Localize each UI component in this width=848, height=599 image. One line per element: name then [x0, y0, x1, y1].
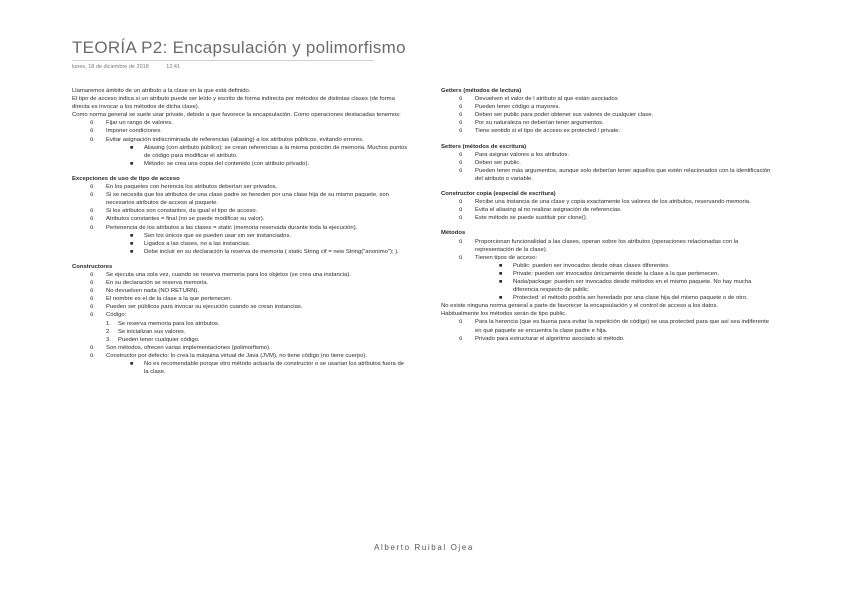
list-item-text: Constructor por defecto: lo crea la máquina virtual de Java (JVM), no tiene código (no tiene cuerpo).	[106, 352, 367, 359]
bullet-icon: o	[90, 304, 94, 311]
bullet-icon: o	[459, 207, 463, 214]
bullet-icon: o	[459, 199, 463, 206]
bullet-icon: ■	[130, 144, 134, 151]
list-item	[441, 111, 777, 119]
list-item-text: Public: pueden ser invocados desde otras clases diferentes.	[513, 262, 670, 269]
list-item	[441, 127, 777, 135]
list-item-text: Recibe una instancia de una clase y copia exactamente los valores de los atributos, reservando memoria.	[475, 199, 751, 206]
list-item-text: Ligados a las clases, no a las instancias.	[144, 240, 251, 247]
bullet-icon: o	[90, 208, 94, 215]
metodos-paragraph: Habitualmente los métodos serán de tipo public.	[441, 311, 567, 318]
bullet-icon: o	[90, 352, 94, 359]
list-item	[72, 127, 408, 135]
list-item-text: Tienen tipos de acceso:	[475, 254, 537, 261]
section-heading-excepciones: Excepciones de uso de tipo de acceso	[72, 175, 180, 182]
list-item-text: Pueden tener código a mayores.	[475, 104, 561, 111]
list-item	[72, 352, 408, 360]
list-item	[441, 103, 777, 111]
list-item	[72, 271, 408, 279]
bullet-icon: o	[90, 184, 94, 191]
metodos-list-2	[441, 318, 777, 342]
list-item	[72, 215, 408, 223]
list-item-text: Pertenencia de los atributos a las clases = static (memoria reservada durante toda la ejecución).	[106, 224, 358, 231]
list-item	[72, 248, 408, 256]
right-column	[441, 87, 777, 343]
list-item-text: Pueden tener más argumentos, aunque solo deberían tener aquellos que estén relacionados con la identificación del atributo o variable.	[475, 167, 771, 182]
list-item-text: Método: se crea una copia del contenido (con atributo privado).	[144, 160, 310, 167]
bullet-icon: o	[90, 271, 94, 278]
list-item-text: Fijar un rango de valores.	[106, 120, 173, 127]
section-heading-setters: Setters (métodos de escritura)	[441, 143, 527, 150]
constructores-sublist	[72, 360, 408, 376]
list-item	[72, 160, 408, 168]
list-item	[441, 270, 777, 278]
list-item	[72, 232, 408, 240]
list-item	[72, 295, 408, 303]
list-item	[441, 151, 777, 159]
bullet-icon: o	[459, 335, 463, 342]
bullet-icon: ■	[130, 361, 134, 367]
bullet-icon: o	[459, 238, 463, 245]
list-item	[72, 303, 408, 311]
list-item-text: Se ejecuta una sola vez, cuando se reserva memoria para los objetos (se crea una instancia).	[106, 271, 351, 278]
list-item-text: No es recomendable porque otro método actuaría de constructor o se usarían los atributos fuera de la clase.	[144, 361, 404, 376]
list-item	[441, 238, 777, 254]
list-item-text: Para la herencia (que es buena para evitar la repetición de código) se usa protected para que así sea indiferente en qué paquete se encuentra la clase padre e hija.	[475, 319, 770, 334]
bullet-icon: ■	[130, 232, 134, 239]
page-date	[72, 64, 196, 70]
list-item-text: No devuelven nada (NO RETURN).	[106, 288, 199, 295]
bullet-icon: o	[459, 151, 463, 158]
list-item-text: Devuelven el valor de l atributo al que están asociados	[475, 96, 618, 103]
bullet-icon: o	[459, 112, 463, 119]
bullet-icon: o	[90, 296, 94, 303]
list-item	[72, 287, 408, 295]
list-item	[441, 318, 777, 334]
getters-list	[441, 95, 777, 135]
list-item-text: Se reserva memoria para los atributos.	[118, 320, 220, 327]
list-item-text: Tiene sentido si el tipo de acceso es protected / private.	[475, 128, 621, 135]
codigo-numbered-list	[106, 320, 408, 344]
list-item	[106, 336, 408, 344]
bullet-icon: o	[459, 167, 463, 174]
bullet-icon: o	[90, 280, 94, 287]
list-item	[441, 294, 777, 302]
page-title: TEORÍA P2: Encapsulación y polimorfismo	[72, 38, 406, 57]
bullet-icon: o	[90, 224, 94, 231]
bullet-icon: o	[459, 254, 463, 261]
list-item-text: Aliasing (con atributo público): se crean referencias a la misma posición de memoria. Muchos puntos de código para modificar el atributo.	[144, 144, 408, 159]
list-item-text: Por su naturaleza no deberían tener argumentos.	[475, 120, 604, 127]
list-item-text: Son los únicos que se pueden usar sin ser instanciados.	[144, 232, 292, 239]
list-item	[72, 344, 408, 352]
bullet-icon: o	[459, 128, 463, 135]
list-item-text: Proporcionan funcionalidad a las clases, operan sobre los atributos (operaciones relacionadas con la representación de la clase).	[475, 238, 739, 253]
date-day: lunes, 18 de diciembre de 2018	[72, 64, 149, 70]
list-item	[441, 198, 777, 206]
list-item	[441, 206, 777, 214]
date-time: 12:41	[166, 64, 181, 70]
bullet-icon: o	[90, 192, 94, 199]
bullet-icon: ■	[499, 262, 503, 269]
list-item	[72, 136, 408, 144]
metodos-list	[441, 238, 777, 262]
bullet-icon: ■	[499, 270, 503, 277]
list-item-text: Nada/package: pueden ser invocados desde métodos en el mismo paquete. No hay mucha diferencia respecto de public.	[513, 278, 752, 294]
bullet-icon: o	[90, 216, 94, 223]
constructor-copia-list	[441, 198, 777, 222]
intro-line: Llamaremos ámbito de un atributo a la clase en la que está definido.	[72, 88, 251, 94]
list-item	[72, 224, 408, 232]
bullet-icon: o	[90, 344, 94, 351]
section-heading-metodos: Métodos	[441, 230, 466, 237]
section-heading-constructor-copia: Constructor copia (especial de escritura)	[441, 191, 556, 198]
list-item	[441, 262, 777, 270]
list-item-text: Para asignar valores a los atributos.	[475, 151, 569, 158]
list-item	[106, 320, 408, 328]
bullet-icon: ■	[499, 278, 503, 285]
list-item	[441, 95, 777, 103]
list-item-text: Pueden ser públicos para invocar su ejecución cuando se crean instancias.	[106, 304, 303, 311]
list-item	[72, 191, 408, 207]
list-item-text: Evita el aliasing al no realizar asignación de referencias.	[475, 207, 622, 214]
constructores-list	[72, 271, 408, 360]
list-item-text: Debe incluir en su declaración la reserva de memoria ( static String cif = new String("anonimo"); ).	[144, 248, 399, 255]
left-column	[72, 87, 408, 376]
list-item	[106, 328, 408, 336]
bullet-icon: ■	[130, 160, 134, 167]
list-item	[441, 167, 777, 183]
list-item-text: El nombre es el de la clase a la que pertenecen.	[106, 296, 233, 303]
list-item	[72, 240, 408, 248]
bullet-icon: o	[90, 128, 94, 135]
list-item-text: En los paquetes con herencia los atributos deberían ser privados.	[106, 184, 278, 191]
bullet-icon: ■	[499, 295, 503, 302]
bullet-icon: o	[459, 96, 463, 103]
number-marker: 2.	[106, 328, 111, 335]
list-item-text: Deben ser public para poder obtener sus valores de cualquier clase.	[475, 112, 654, 119]
metodos-sublist	[441, 262, 777, 302]
list-item	[441, 159, 777, 167]
list-item	[72, 279, 408, 287]
bullet-icon: o	[459, 159, 463, 166]
list-item-text: Imponer condiciones.	[106, 128, 162, 135]
list-item	[441, 278, 777, 294]
list-item	[72, 144, 408, 160]
list-item	[72, 183, 408, 191]
list-item-text: Este método se puede sustituir por clone().	[475, 215, 588, 222]
intro-list	[72, 119, 408, 143]
list-item-text: Se inicializan sus valores.	[118, 328, 186, 335]
bullet-icon: o	[459, 120, 463, 127]
number-marker: 3.	[106, 336, 111, 343]
list-item	[72, 311, 408, 343]
setters-list	[441, 151, 777, 183]
excepciones-sublist	[72, 232, 408, 256]
bullet-icon: o	[459, 104, 463, 111]
bullet-icon: o	[459, 319, 463, 326]
list-item-text: Deben ser public.	[475, 159, 521, 166]
intro-line: El tipo de acceso indica si un atributo puede ser leído y escrito de forma indirecta por métodos de distintas clases (de forma directa es invocar a los métodos de dicha clase).	[72, 96, 395, 111]
intro-line: Como norma general se suele usar private, debido a que favorece la encapsulación. Como operaciones destacadas tenemos:	[72, 112, 401, 119]
list-item-text: Privado para estructurar el algoritmo asociado al método.	[475, 335, 625, 342]
list-item	[72, 360, 408, 376]
section-heading-constructores: Constructores	[72, 263, 113, 270]
list-item	[441, 214, 777, 222]
bullet-icon: o	[459, 215, 463, 222]
list-item-text: Código:	[106, 312, 127, 319]
list-item-text: Evitar asignación indiscriminada de referencias (aliasing) a los atributos públicos, evitando errores.	[106, 136, 364, 143]
bullet-icon: o	[90, 136, 94, 143]
section-heading-getters: Getters (métodos de lectura)	[441, 88, 522, 94]
intro-sublist	[72, 144, 408, 168]
list-item-text: Atributos constantes = final (no se puede modificar su valor).	[106, 216, 265, 223]
list-item	[72, 207, 408, 215]
bullet-icon: o	[90, 120, 94, 127]
page-footer-author: Alberto Ruibal Ojea	[374, 543, 474, 552]
bullet-icon: o	[90, 312, 94, 319]
list-item-text: Pueden tener cualquier código.	[118, 336, 200, 343]
list-item	[441, 119, 777, 127]
bullet-icon: o	[90, 288, 94, 295]
bullet-icon: ■	[130, 248, 134, 255]
metodos-paragraph: No existe ninguna norma general a parte de favorecer la encapsulación y el control de acceso a los datos.	[441, 303, 719, 310]
number-marker: 1.	[106, 320, 111, 327]
list-item	[72, 119, 408, 127]
list-item-text: Son métodos, ofrecen varias implementaciones (polimorfismo).	[106, 344, 271, 351]
excepciones-list	[72, 183, 408, 232]
list-item	[441, 335, 777, 343]
list-item-text: Si se necesita que los atributos de una clase padre se hereden por una clase hija de su mismo paquete, son necesarios atributos de acceso al paquete.	[106, 192, 389, 207]
list-item-text: Private: pueden ser invocados únicamente desde la clase a la que pertenecen.	[513, 270, 719, 277]
list-item	[441, 254, 777, 262]
bullet-icon: ■	[130, 240, 134, 247]
list-item-text: En su declaración se reserva memoria.	[106, 280, 209, 287]
title-underline	[72, 60, 374, 61]
list-item-text: Protected: el método podría ser heredado por una clase hija del mismo paquete o de otro.	[513, 295, 748, 302]
list-item-text: Si los atributos son constantes, da igual el tipo de acceso.	[106, 208, 258, 215]
